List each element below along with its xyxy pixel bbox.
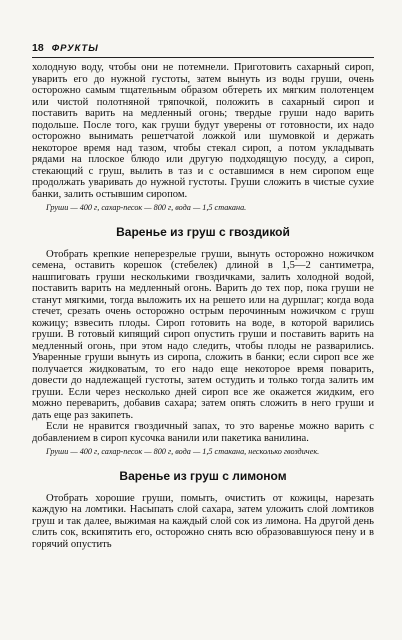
paragraph: Отобрать хорошие груши, помыть, очистить от кожицы, нарезать каждую на ломтики. Насыпать слой сахара, затем уложить слой ломтиков груш и так далее, выжимая на каждый слой сок из лимона. На другой день слить сок, вскипятить его, осторожно снять всю образовавшуюся пену и в горячий опустить xyxy=(32,492,374,550)
section-title: ФРУКТЫ xyxy=(51,43,99,54)
recipe-ingredients: Груши — 400 г, сахар-песок — 800 г, вода — 1,5 стакана, несколько гвоздичек. xyxy=(46,447,320,456)
page-header xyxy=(32,42,374,58)
recipe-heading: Варенье из груш с гвоздикой xyxy=(116,225,290,239)
paragraph: Если не нравится гвоздичный запах, то это варенье можно варить с добавлением в сироп кусочка ванили или пакетика ванилина. xyxy=(32,421,374,444)
paragraph: Отобрать крепкие неперезрелые груши, вынуть осторожно ножичком семена, оставить корешок (стебелек) длиной в 1,5—2 сантиметра, нашпиговать груши несколькими гвоздичками, залить холодной водой, поставить варить на медленный огонь. Варить до тех пор, пока груши не станут мягкими, тогда выложить их на решето или на дуршлаг; когда вода стечет, срезать очень осторожно острым перочинным ножичком с груш кожицу; взвесить плоды. Сироп готовить на воде, в которой варились груши. В готовый кипящий сироп опустить груши и поставить варить на медленный огонь, при этом надо следить, чтобы плоды не разварились. Уваренные груши вынуть из сиропа, сложить в банки; если сироп все же получается жидковатым, то его надо еще некоторое время поварить, довести до надлежащей густоты, затем остудить и только тогда залить им груши. Если через несколько дней сироп все же окажется жидким, его можно переварить, добавив сахара; затем опять сложить в него груши и дать еще раз закипеть. xyxy=(32,248,374,421)
recipe-heading: Варенье из груш с лимоном xyxy=(119,469,287,483)
page-body xyxy=(32,62,374,550)
page-number: 18 xyxy=(32,42,44,54)
paragraph: холодную воду, чтобы они не потемнели. Приготовить сахарный сироп, уварить его до нужной густоты, затем вынуть из воды груши, очень осторожно самым тщательным образом обтереть их мягким полотенцем или чистой полотняной тряпочкой, положить в сахарный сироп и поставить варить на медленный огонь; твердые груши надо варить подольше. После того, как груши будут уверены от готовности, их надо осторожно вынимать решетчатой ложкой или шумовкой и держать некоторое время над тазом, чтобы стекал сироп, а потом укладывать рядами на плоское блюдо или другую подходящую посуду, а сироп, стекающий с груш, вылить в таз и с оставшимся в нем сиропом еще продолжать уваривать до нужной густоты. Груши сложить в чистые сухие банки, залить остывшим сиропом. xyxy=(32,62,374,200)
recipe-ingredients: Груши — 400 г, сахар-песок — 800 г, вода — 1,5 стакана. xyxy=(46,203,247,212)
